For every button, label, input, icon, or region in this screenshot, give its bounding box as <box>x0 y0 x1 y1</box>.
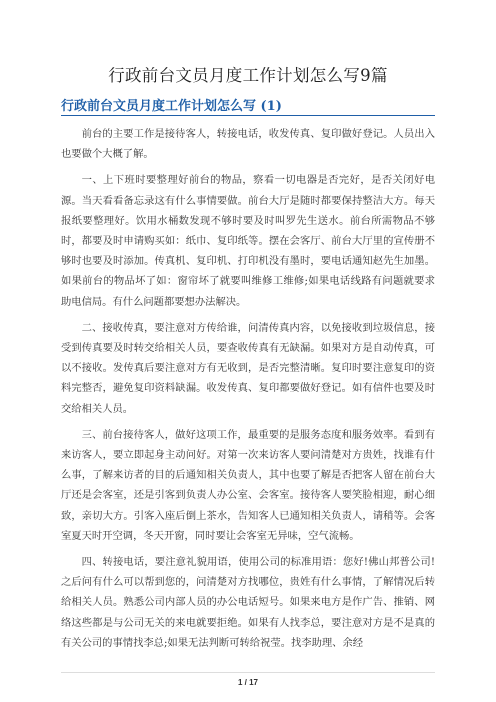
document-body <box>61 124 435 659</box>
paragraph-intro: 前台的主要工作是接待客人，转接电话，收发传真、复印做好登记。人员出入也要做个大概了解。 <box>61 128 435 161</box>
paragraph-1: 一、上下班时要整理好前台的物品，察看一切电器是否完好，是否关闭好电源。当天看看备忘录这有什么事情要做。前台大厅是随时都要保持整洁大方。每天报纸要整理好。饮用水桶数发现不够时要及时叫罗先生送水。前台所需物品不够时，都要及时申请购买如：纸巾、复印纸等。摆在会客厅、前台大厅里的宣传册不够时也要及时添加。传真机、复印机、打印机没有墨时，要电话通知赵先生加墨。如果前台的物品坏了如：窗帘坏了就要叫维修工维修;如果电话线路有问题就要求助电信局。有什么问题都要想办法解决。 <box>61 174 435 308</box>
section-heading: 行政前台文员月度工作计划怎么写 (1) <box>61 99 282 114</box>
footer-divider <box>61 672 435 673</box>
paragraph-4: 四、转接电话，要注意礼貌用语，使用公司的标准用语：您好!佛山邦普公司!之后问有什么可以帮到您的，问清楚对方找哪位，贵姓有什么事情，了解情况后转给相关人员。熟悉公司内部人员的办公电话短号。如果来电方是作广告、推销、网络这些都是与公司无关的来电就要拒绝。如果有人找李总，要注意对方是不是真的有关公司的事情找李总;如果无法判断可转给祝莹。找李助理、余经 <box>61 556 435 649</box>
page-indicator: 1 / 17 <box>237 678 258 687</box>
document-title: 行政前台文员月度工作计划怎么写9篇 <box>108 66 388 85</box>
paragraph-2: 二、接收传真，要注意对方传给谁，问清传真内容，以免接收到垃圾信息，接受到传真要及时转交给相关人员，要查收传真有无缺漏。如果对方是自动传真，可以不接收。发传真后要注意对方有无收到，是否完整清晰。复印时要注意复印的资料完整否，避免复印资料缺漏。收发传真、复印都要做好登记。如有信件也要及时交给相关人员。 <box>61 321 435 415</box>
section-divider <box>61 115 435 116</box>
paragraph-3: 三、前台接待客人，做好这项工作，最重要的是服务态度和服务效率。看到有来访客人，要立即起身主动问好。对第一次来访客人要问清楚对方贵姓，找谁有什么事，了解来访者的目的后通知相关负责人，其中也要了解是否把客人留在前台大厅还是会客室，还是引客到负责人办公室、会客室。接待客人要笑脸相迎，耐心细致，亲切大方。引客入座后倒上茶水，告知客人已通知相关负责人，请稍等。会客室夏天时开空调，冬天开窗，同时要让会客室无异味，空气流畅。 <box>61 428 435 542</box>
